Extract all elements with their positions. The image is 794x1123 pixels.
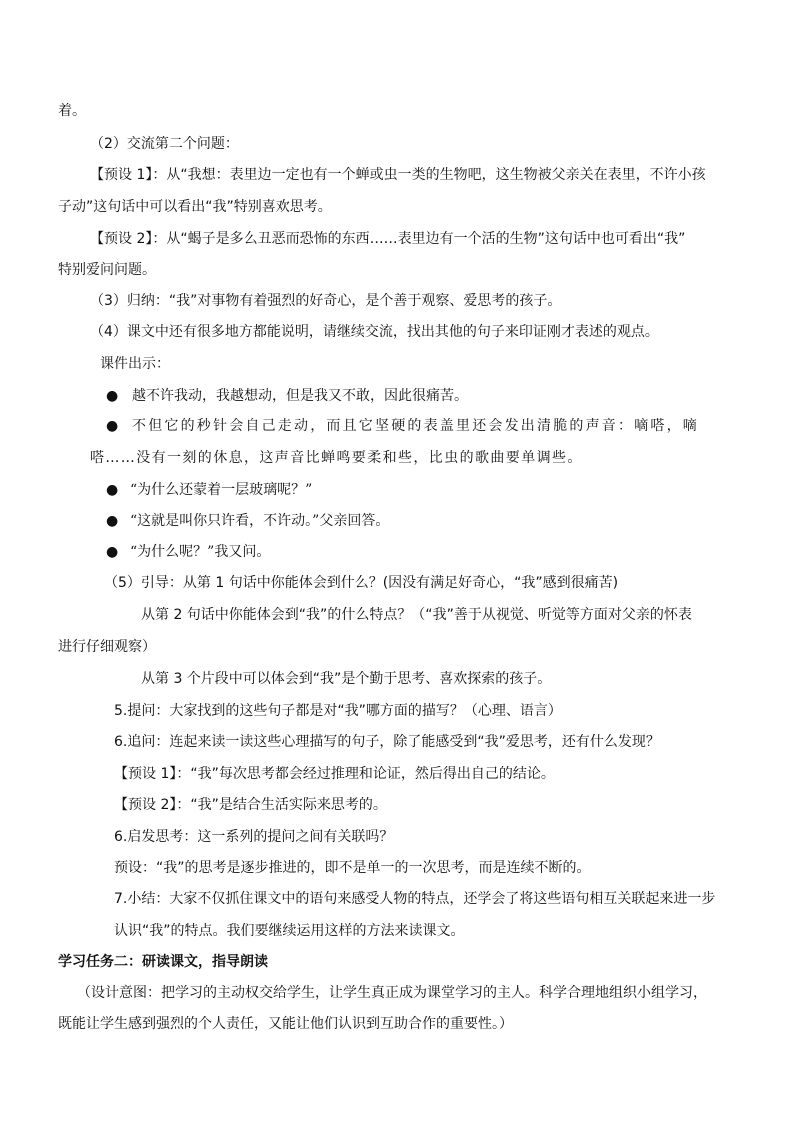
text-line: 6.启发思考：这一系列的提问之间有关联吗？ xyxy=(114,829,394,845)
text-line: 7.小结：大家不仅抓住课文中的语句来感受人物的特点，还学会了将这些语句相互关联起来进一步 xyxy=(114,891,716,907)
text-line: （3）归纳：“我”对事物有着强烈的好奇心，是个善于观察、爱思考的孩子。 xyxy=(90,293,562,309)
bullet-icon: ● xyxy=(106,418,119,434)
quote-line: “为什么还蒙着一层玻璃呢？” xyxy=(130,482,313,498)
text-line: （5）引导：从第 1 句话中你能体会到什么？(因没有满足好奇心，“我”感到很痛苦) xyxy=(104,575,619,591)
quote-line: 不但它的秒针会自己走动，而且它坚硬的表盖里还会发出清脆的声音：嘀嗒，嘀 xyxy=(132,418,699,434)
text-line: 子动”这句话中可以看出“我”特别喜欢思考。 xyxy=(58,199,332,215)
text-line: （2）交流第二个问题： xyxy=(90,136,239,152)
quote-line: “这就是叫你只许看，不许动。”父亲回答。 xyxy=(130,513,390,529)
text-line: 【预设 1】：从“我想：表里边一定也有一个蝉或虫一类的生物吧，这生物被父亲关在表里，不许小孩 xyxy=(90,167,706,183)
text-line: 课件出示： xyxy=(100,356,170,372)
bullet-icon: ● xyxy=(106,388,119,404)
text-line: （4）课文中还有很多地方都能说明，请继续交流，找出其他的句子来印证刚才表述的观点。 xyxy=(90,324,659,340)
quote-line: “为什么呢？”我又问。 xyxy=(130,544,271,560)
section-heading: 学习任务二：研读课文，指导朗读 xyxy=(58,954,268,970)
bullet-icon: ● xyxy=(106,544,119,560)
text-line: 【预设 2】：从“蝎子是多么丑恶而恐怖的东西……表里边有一个活的生物”这句话中也可看出“我” xyxy=(90,231,686,247)
text-line: 既能让学生感到强烈的个人责任，又能让他们认识到互助合作的重要性。） xyxy=(58,1016,513,1032)
text-line: 从第 3 个片段中可以体会到“我”是个勤于思考、喜欢探索的孩子。 xyxy=(141,671,552,687)
text-line: 从第 2 句话中你能体会到“我”的什么特点？（“我”善于从视觉、听觉等方面对父亲的怀表 xyxy=(141,607,692,623)
text-line: 特别爱问问题。 xyxy=(58,262,156,278)
text-line: 认识“我”的特点。我们要继续运用这样的方法来读课文。 xyxy=(114,923,465,939)
text-line: 【预设 1】：“我”每次思考都会经过推理和论证，然后得出自己的结论。 xyxy=(114,766,555,782)
text-line: （设计意图：把学习的主动权交给学生，让学生真正成为课堂学习的主人。科学合理地组织小组学习， xyxy=(77,985,707,1001)
text-line: 6.追问：连起来读一读这些心理描写的句子，除了能感受到“我”爱思考，还有什么发现？ xyxy=(114,734,660,750)
bullet-icon: ● xyxy=(106,482,119,498)
text-line: 着。 xyxy=(58,103,86,119)
text-line: 【预设 2】：“我”是结合生活实际来思考的。 xyxy=(114,797,387,813)
bullet-icon: ● xyxy=(106,513,119,529)
text-line: 预设：“我”的思考是逐步推进的，即不是单一的一次思考，而是连续不断的。 xyxy=(114,860,591,876)
quote-line: 嗒……没有一刻的休息，这声音比蝉鸣要柔和些，比虫的歌曲要单调些。 xyxy=(90,450,583,466)
quote-line: 越不许我动，我越想动，但是我又不敢，因此很痛苦。 xyxy=(132,388,468,404)
text-line: 进行仔细观察） xyxy=(58,639,156,655)
text-line: 5.提问：大家找到的这些句子都是对“我”哪方面的描写？（心理、语言） xyxy=(114,703,562,719)
